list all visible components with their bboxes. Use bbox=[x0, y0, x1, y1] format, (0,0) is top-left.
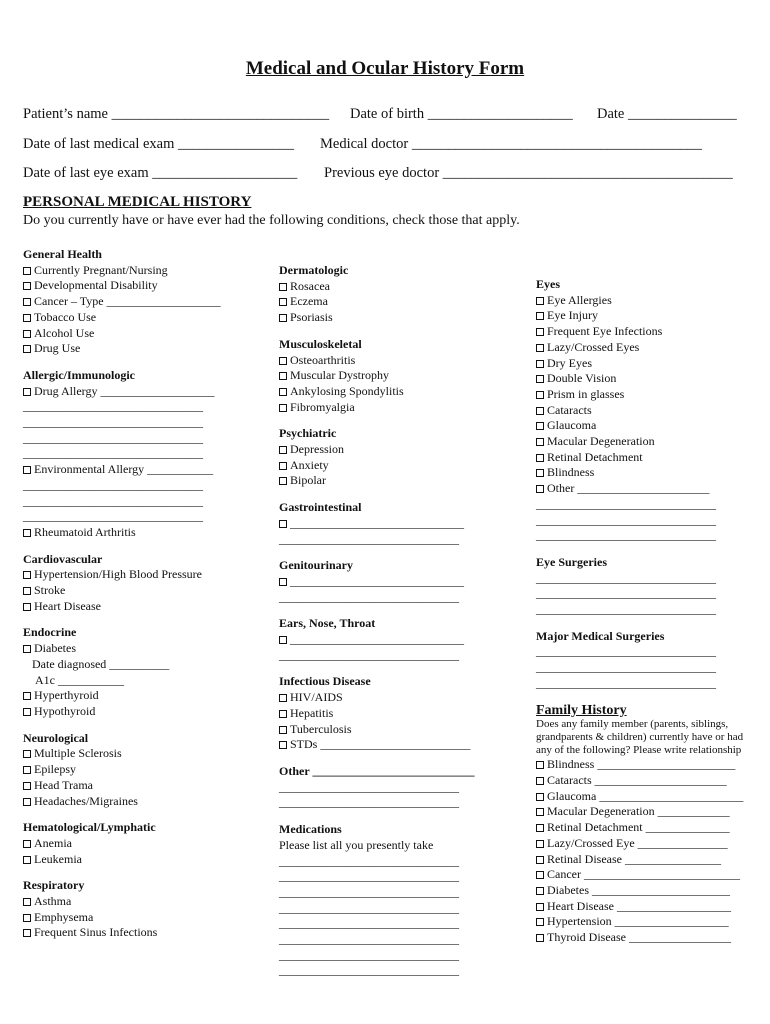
checkbox-icon[interactable] bbox=[23, 345, 31, 353]
blank-line[interactable]: ______________________________ bbox=[536, 586, 716, 601]
checkbox-icon[interactable] bbox=[279, 578, 287, 586]
blank-line[interactable]: ______________________________ bbox=[279, 963, 459, 978]
pmh-heading: PERSONAL MEDICAL HISTORY bbox=[23, 194, 252, 210]
blank-line[interactable]: ______________________________ bbox=[279, 900, 459, 915]
checkbox-item[interactable]: Lazy/Crossed Eyes bbox=[536, 340, 761, 356]
section-title: Cardiovascular bbox=[23, 551, 103, 566]
checkbox-icon[interactable] bbox=[536, 871, 544, 879]
blank-line[interactable]: ______________________________ bbox=[279, 779, 459, 794]
checkbox-item[interactable]: Cancer __________________________ bbox=[536, 867, 761, 883]
checkbox-icon[interactable] bbox=[536, 328, 544, 336]
checkbox-item[interactable]: Multiple Sclerosis bbox=[23, 746, 263, 762]
checkbox-item[interactable]: Frequent Sinus Infections bbox=[23, 925, 263, 941]
checkbox-item[interactable]: Glaucoma ________________________ bbox=[536, 789, 761, 805]
family-history-intro: Does any family member (parents, siblings, grandparents & children) currently have or had any of the following? Please write relationship bbox=[536, 718, 744, 757]
checkbox-item[interactable]: Asthma bbox=[23, 894, 263, 910]
checkbox-icon[interactable] bbox=[279, 520, 287, 528]
checkbox-item[interactable]: Developmental Disability bbox=[23, 278, 263, 294]
blank-line[interactable]: ______________________________ bbox=[536, 675, 716, 690]
checkbox-item[interactable]: Depression bbox=[279, 442, 519, 458]
checkbox-icon[interactable] bbox=[536, 793, 544, 801]
section-title: Endocrine bbox=[23, 625, 77, 640]
checkbox-item[interactable]: Hepatitis bbox=[279, 706, 519, 722]
checkbox-item[interactable]: _____________________________ bbox=[279, 516, 519, 532]
checkbox-item[interactable]: Head Trama bbox=[23, 778, 263, 794]
checkbox-item[interactable]: Double Vision bbox=[536, 371, 761, 387]
last-eye-exam-label: Date of last eye exam bbox=[23, 165, 149, 181]
checkbox-icon[interactable] bbox=[536, 840, 544, 848]
checkbox-icon[interactable] bbox=[536, 824, 544, 832]
checkbox-icon[interactable] bbox=[536, 761, 544, 769]
section-title: Hematological/Lymphatic bbox=[23, 820, 156, 835]
medical-doctor-row bbox=[320, 136, 702, 153]
checkbox-item[interactable]: Eye Allergies bbox=[536, 293, 761, 309]
pmh-intro: Do you currently have or have ever had the following conditions, check those that apply. bbox=[23, 213, 520, 228]
checkbox-icon[interactable] bbox=[23, 856, 31, 864]
checkbox-icon[interactable] bbox=[279, 283, 287, 291]
previous-eye-doctor-label: Previous eye doctor bbox=[324, 165, 440, 181]
checkbox-icon[interactable] bbox=[536, 469, 544, 477]
checkbox-icon[interactable] bbox=[23, 840, 31, 848]
checkbox-item[interactable]: Emphysema bbox=[23, 910, 263, 926]
checkbox-icon[interactable] bbox=[536, 438, 544, 446]
checkbox-item[interactable]: Osteoarthritis bbox=[279, 353, 519, 369]
checkbox-item[interactable]: Rheumatoid Arthritis bbox=[23, 525, 263, 541]
checkbox-icon[interactable] bbox=[279, 477, 287, 485]
blank-line[interactable]: ______________________________ bbox=[23, 493, 203, 508]
previous-eye-doctor-field[interactable]: ________________________________________ bbox=[442, 165, 733, 181]
checkbox-icon[interactable] bbox=[279, 298, 287, 306]
section-title: Eyes bbox=[536, 277, 560, 291]
checkbox-icon[interactable] bbox=[23, 750, 31, 758]
dob-field[interactable]: ____________________ bbox=[427, 106, 573, 122]
checkbox-icon[interactable] bbox=[536, 422, 544, 430]
date-field[interactable]: _______________ bbox=[628, 106, 737, 122]
blank-line[interactable]: ______________________________ bbox=[536, 660, 716, 675]
checkbox-item[interactable]: Cancer – Type ___________________ bbox=[23, 294, 263, 310]
blank-line[interactable]: ______________________________ bbox=[279, 589, 459, 604]
checkbox-item[interactable]: Environmental Allergy ___________ bbox=[23, 462, 263, 478]
checkbox-item[interactable]: Hyperthyroid bbox=[23, 688, 263, 704]
patient-name-label: Patient’s name bbox=[23, 106, 108, 122]
checkbox-icon[interactable] bbox=[279, 388, 287, 396]
checkbox-item[interactable]: Frequent Eye Infections bbox=[536, 324, 761, 340]
last-medical-exam-row bbox=[23, 136, 294, 153]
checkbox-item[interactable]: Currently Pregnant/Nursing bbox=[23, 263, 263, 279]
dob-label: Date of birth bbox=[350, 106, 425, 122]
checkbox-icon[interactable] bbox=[23, 571, 31, 579]
column-1 bbox=[23, 247, 263, 941]
checkbox-icon[interactable] bbox=[23, 645, 31, 653]
section-title: Neurological bbox=[23, 730, 89, 745]
section-title: Musculoskeletal bbox=[279, 336, 362, 351]
checkbox-item[interactable]: Hypertension/High Blood Pressure bbox=[23, 567, 263, 583]
checkbox-item[interactable]: Tobacco Use bbox=[23, 310, 263, 326]
checkbox-item[interactable]: Eczema bbox=[279, 294, 519, 310]
checkbox-item[interactable]: Retinal Disease ________________ bbox=[536, 852, 761, 868]
checkbox-icon[interactable] bbox=[536, 312, 544, 320]
checkbox-icon[interactable] bbox=[536, 297, 544, 305]
a1c-field[interactable]: A1c ___________ bbox=[35, 672, 124, 687]
checkbox-icon[interactable] bbox=[279, 372, 287, 380]
checkbox-item[interactable]: Other ______________________ bbox=[536, 481, 761, 497]
last-eye-exam-row bbox=[23, 165, 297, 182]
blank-line[interactable]: ______________________________ bbox=[279, 916, 459, 931]
checkbox-icon[interactable] bbox=[536, 887, 544, 895]
checkbox-item[interactable]: Cataracts ______________________ bbox=[536, 773, 761, 789]
checkbox-item[interactable]: Heart Disease ___________________ bbox=[536, 899, 761, 915]
checkbox-icon[interactable] bbox=[279, 446, 287, 454]
checkbox-item[interactable]: Cataracts bbox=[536, 403, 761, 419]
checkbox-item[interactable]: Diabetes _______________________ bbox=[536, 883, 761, 899]
blank-line[interactable]: ______________________________ bbox=[279, 869, 459, 884]
blank-line[interactable]: ______________________________ bbox=[279, 853, 459, 868]
blank-line[interactable]: ______________________________ bbox=[279, 947, 459, 962]
other-field[interactable]: Other ___________________________ bbox=[279, 763, 475, 778]
checkbox-icon[interactable] bbox=[23, 708, 31, 716]
date-label: Date bbox=[597, 106, 625, 122]
form-title: Medical and Ocular History Form bbox=[245, 58, 525, 79]
checkbox-icon[interactable] bbox=[536, 344, 544, 352]
checkbox-item[interactable]: Anxiety bbox=[279, 458, 519, 474]
blank-line[interactable]: ______________________________ bbox=[23, 415, 203, 430]
checkbox-icon[interactable] bbox=[23, 782, 31, 790]
blank-line[interactable]: ______________________________ bbox=[279, 795, 459, 810]
checkbox-icon[interactable] bbox=[23, 314, 31, 322]
checkbox-icon[interactable] bbox=[279, 694, 287, 702]
checkbox-icon[interactable] bbox=[279, 314, 287, 322]
column-2 bbox=[279, 263, 519, 979]
checkbox-icon[interactable] bbox=[536, 918, 544, 926]
checkbox-icon[interactable] bbox=[536, 391, 544, 399]
section-title: Ears, Nose, Throat bbox=[279, 616, 376, 631]
checkbox-item[interactable]: Dry Eyes bbox=[536, 356, 761, 372]
checkbox-icon[interactable] bbox=[23, 282, 31, 290]
checkbox-item[interactable]: Prism in glasses bbox=[536, 387, 761, 403]
checkbox-icon[interactable] bbox=[279, 710, 287, 718]
checkbox-icon[interactable] bbox=[23, 914, 31, 922]
date-diagnosed-field[interactable]: Date diagnosed __________ bbox=[32, 656, 170, 671]
checkbox-icon[interactable] bbox=[279, 357, 287, 365]
checkbox-icon[interactable] bbox=[279, 636, 287, 644]
blank-line[interactable]: ______________________________ bbox=[23, 509, 203, 524]
checkbox-item[interactable]: Epilepsy bbox=[23, 762, 263, 778]
checkbox-item[interactable]: Blindness bbox=[536, 465, 761, 481]
section-title: Medications bbox=[279, 822, 342, 837]
checkbox-icon[interactable] bbox=[536, 903, 544, 911]
checkbox-item[interactable]: Blindness _______________________ bbox=[536, 757, 761, 773]
dob-row bbox=[350, 106, 573, 123]
checkbox-item[interactable]: Drug Use bbox=[23, 341, 263, 357]
checkbox-item[interactable]: Bipolar bbox=[279, 473, 519, 489]
blank-line[interactable]: ______________________________ bbox=[279, 932, 459, 947]
column-3 bbox=[536, 277, 761, 946]
checkbox-item[interactable]: HIV/AIDS bbox=[279, 690, 519, 706]
checkbox-item[interactable]: Glaucoma bbox=[536, 418, 761, 434]
blank-line[interactable]: ______________________________ bbox=[23, 399, 203, 414]
blank-line[interactable]: ______________________________ bbox=[279, 647, 459, 662]
checkbox-icon[interactable] bbox=[536, 360, 544, 368]
blank-line[interactable]: ______________________________ bbox=[23, 446, 203, 461]
checkbox-item[interactable]: Diabetes bbox=[23, 641, 263, 657]
checkbox-item[interactable]: Stroke bbox=[23, 583, 263, 599]
checkbox-icon[interactable] bbox=[536, 454, 544, 462]
checkbox-icon[interactable] bbox=[23, 587, 31, 595]
blank-line[interactable]: ______________________________ bbox=[23, 477, 203, 492]
checkbox-icon[interactable] bbox=[536, 375, 544, 383]
checkbox-icon[interactable] bbox=[23, 766, 31, 774]
checkbox-item[interactable]: Hypothyroid bbox=[23, 704, 263, 720]
section-title: Allergic/Immunologic bbox=[23, 367, 135, 382]
previous-eye-doctor-row bbox=[324, 165, 733, 182]
blank-line[interactable]: ______________________________ bbox=[536, 528, 716, 543]
section-title: Infectious Disease bbox=[279, 674, 371, 689]
checkbox-item[interactable]: Macular Degeneration ____________ bbox=[536, 804, 761, 820]
checkbox-item[interactable]: Leukemia bbox=[23, 852, 263, 868]
checkbox-item[interactable]: Headaches/Migraines bbox=[23, 794, 263, 810]
section-title: Genitourinary bbox=[279, 558, 353, 573]
blank-line[interactable]: ______________________________ bbox=[536, 512, 716, 527]
checkbox-item[interactable]: STDs _________________________ bbox=[279, 737, 519, 753]
checkbox-item[interactable]: Macular Degeneration bbox=[536, 434, 761, 450]
checkbox-icon[interactable] bbox=[536, 485, 544, 493]
checkbox-item[interactable]: Retinal Detachment ______________ bbox=[536, 820, 761, 836]
checkbox-item[interactable]: Ankylosing Spondylitis bbox=[279, 384, 519, 400]
blank-line[interactable]: ______________________________ bbox=[536, 496, 716, 511]
medical-doctor-label: Medical doctor bbox=[320, 136, 409, 152]
checkbox-icon[interactable] bbox=[23, 929, 31, 937]
checkbox-icon[interactable] bbox=[23, 298, 31, 306]
blank-line[interactable]: ______________________________ bbox=[23, 430, 203, 445]
medical-doctor-field[interactable]: ________________________________________ bbox=[411, 136, 702, 152]
blank-line[interactable]: ______________________________ bbox=[279, 531, 459, 546]
checkbox-icon[interactable] bbox=[23, 388, 31, 396]
checkbox-icon[interactable] bbox=[536, 808, 544, 816]
section-title: Psychiatric bbox=[279, 426, 337, 441]
checkbox-item[interactable]: Muscular Dystrophy bbox=[279, 368, 519, 384]
blank-line[interactable]: ______________________________ bbox=[536, 570, 716, 585]
checkbox-icon[interactable] bbox=[23, 603, 31, 611]
blank-line[interactable]: ______________________________ bbox=[536, 602, 716, 617]
checkbox-icon[interactable] bbox=[536, 777, 544, 785]
checkbox-icon[interactable] bbox=[279, 404, 287, 412]
section-title: General Health bbox=[23, 247, 102, 261]
section-title: Respiratory bbox=[23, 878, 85, 893]
checkbox-item[interactable]: Thyroid Disease _________________ bbox=[536, 930, 761, 946]
last-eye-exam-field[interactable]: ____________________ bbox=[152, 165, 298, 181]
checkbox-item[interactable]: _____________________________ bbox=[279, 574, 519, 590]
checkbox-item[interactable]: Psoriasis bbox=[279, 310, 519, 326]
checkbox-item[interactable]: _____________________________ bbox=[279, 632, 519, 648]
meds-intro: Please list all you presently take bbox=[279, 837, 434, 852]
checkbox-icon[interactable] bbox=[23, 798, 31, 806]
checkbox-item[interactable]: Lazy/Crossed Eye _______________ bbox=[536, 836, 761, 852]
section-title: Dermatologic bbox=[279, 263, 349, 277]
checkbox-icon[interactable] bbox=[23, 529, 31, 537]
checkbox-item[interactable]: Rosacea bbox=[279, 279, 519, 295]
last-medical-exam-label: Date of last medical exam bbox=[23, 136, 175, 152]
checkbox-item[interactable]: Hypertension ___________________ bbox=[536, 914, 761, 930]
checkbox-item[interactable]: Eye Injury bbox=[536, 308, 761, 324]
patient-name-row bbox=[23, 106, 329, 123]
checkbox-item[interactable]: Fibromyalgia bbox=[279, 400, 519, 416]
checkbox-icon[interactable] bbox=[536, 934, 544, 942]
section-title: Major Medical Surgeries bbox=[536, 628, 665, 643]
patient-name-field[interactable]: ______________________________ bbox=[111, 106, 330, 122]
checkbox-icon[interactable] bbox=[23, 692, 31, 700]
checkbox-item[interactable]: Heart Disease bbox=[23, 599, 263, 615]
checkbox-item[interactable]: Anemia bbox=[23, 836, 263, 852]
checkbox-item[interactable]: Retinal Detachment bbox=[536, 450, 761, 466]
checkbox-icon[interactable] bbox=[23, 330, 31, 338]
checkbox-item[interactable]: Alcohol Use bbox=[23, 326, 263, 342]
date-row bbox=[597, 106, 737, 123]
blank-line[interactable]: ______________________________ bbox=[536, 644, 716, 659]
checkbox-icon[interactable] bbox=[279, 462, 287, 470]
checkbox-item[interactable]: Drug Allergy ___________________ bbox=[23, 384, 263, 400]
checkbox-item[interactable]: Tuberculosis bbox=[279, 722, 519, 738]
checkbox-icon[interactable] bbox=[23, 267, 31, 275]
checkbox-icon[interactable] bbox=[279, 726, 287, 734]
blank-line[interactable]: ______________________________ bbox=[279, 884, 459, 899]
family-history-heading: Family History bbox=[536, 702, 627, 718]
section-title: Eye Surgeries bbox=[536, 554, 607, 569]
last-medical-exam-field[interactable]: ________________ bbox=[178, 136, 295, 152]
checkbox-icon[interactable] bbox=[536, 407, 544, 415]
checkbox-icon[interactable] bbox=[279, 741, 287, 749]
checkbox-icon[interactable] bbox=[23, 466, 31, 474]
checkbox-icon[interactable] bbox=[536, 856, 544, 864]
section-title: Gastrointestinal bbox=[279, 500, 362, 515]
checkbox-icon[interactable] bbox=[23, 898, 31, 906]
